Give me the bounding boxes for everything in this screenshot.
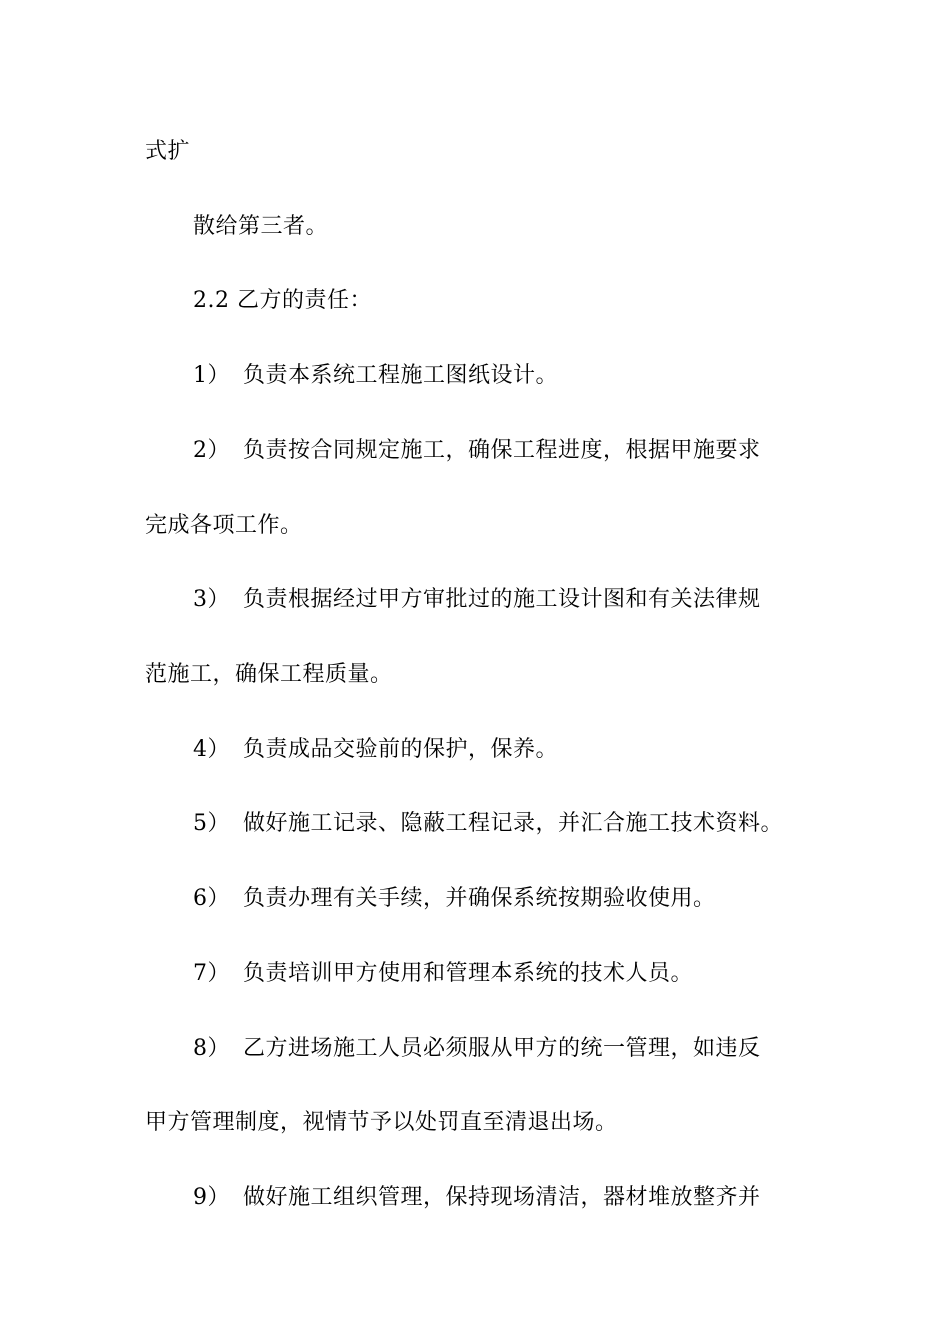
list-number: 4）: [193, 737, 230, 762]
list-text: 负责按合同规定施工，确保工程进度，根据甲施要求: [243, 438, 761, 463]
list-number: 9）: [193, 1185, 230, 1210]
list-item: [193, 1183, 873, 1213]
list-item: [193, 361, 873, 391]
list-item: [193, 735, 873, 765]
paragraph-line: [145, 137, 825, 167]
list-text: 负责办理有关手续，并确保系统按期验收使用。: [243, 886, 716, 911]
line-text: 完成各项工作。: [145, 513, 303, 538]
list-item: [193, 1034, 873, 1064]
list-item: [193, 809, 873, 839]
list-number: 6）: [193, 886, 230, 911]
list-number: 3）: [193, 587, 230, 612]
list-number: 5）: [193, 811, 230, 836]
list-number: 7）: [193, 961, 230, 986]
list-number: 1）: [193, 363, 230, 388]
paragraph-line: [145, 1108, 825, 1138]
heading-text: 2.2 乙方的责任：: [193, 288, 372, 313]
list-text: 乙方进场施工人员必须服从甲方的统一管理，如违反: [243, 1036, 761, 1061]
line-text: 范施工，确保工程质量。: [145, 662, 393, 687]
line-text: 散给第三者。: [193, 214, 329, 239]
paragraph-line: [145, 660, 825, 690]
list-item: [193, 436, 873, 466]
section-heading: [193, 286, 873, 316]
list-number: 8）: [193, 1036, 230, 1061]
list-text: 负责培训甲方使用和管理本系统的技术人员。: [243, 961, 694, 986]
list-item: [193, 884, 873, 914]
line-text: 式扩: [145, 139, 191, 164]
list-text: 做好施工记录、隐蔽工程记录，并汇合施工技术资料。: [243, 811, 784, 836]
paragraph-line: [145, 511, 825, 541]
list-text: 负责成品交验前的保护，保养。: [243, 737, 559, 762]
list-item: [193, 585, 873, 615]
list-text: 负责本系统工程施工图纸设计。: [243, 363, 559, 388]
line-text: 甲方管理制度，视情节予以处罚直至清退出场。: [145, 1110, 618, 1135]
list-item: [193, 959, 873, 989]
list-text: 负责根据经过甲方审批过的施工设计图和有关法律规: [243, 587, 761, 612]
list-number: 2）: [193, 438, 230, 463]
list-text: 做好施工组织管理，保持现场清洁，器材堆放整齐并: [243, 1185, 761, 1210]
paragraph-line: [193, 212, 873, 242]
